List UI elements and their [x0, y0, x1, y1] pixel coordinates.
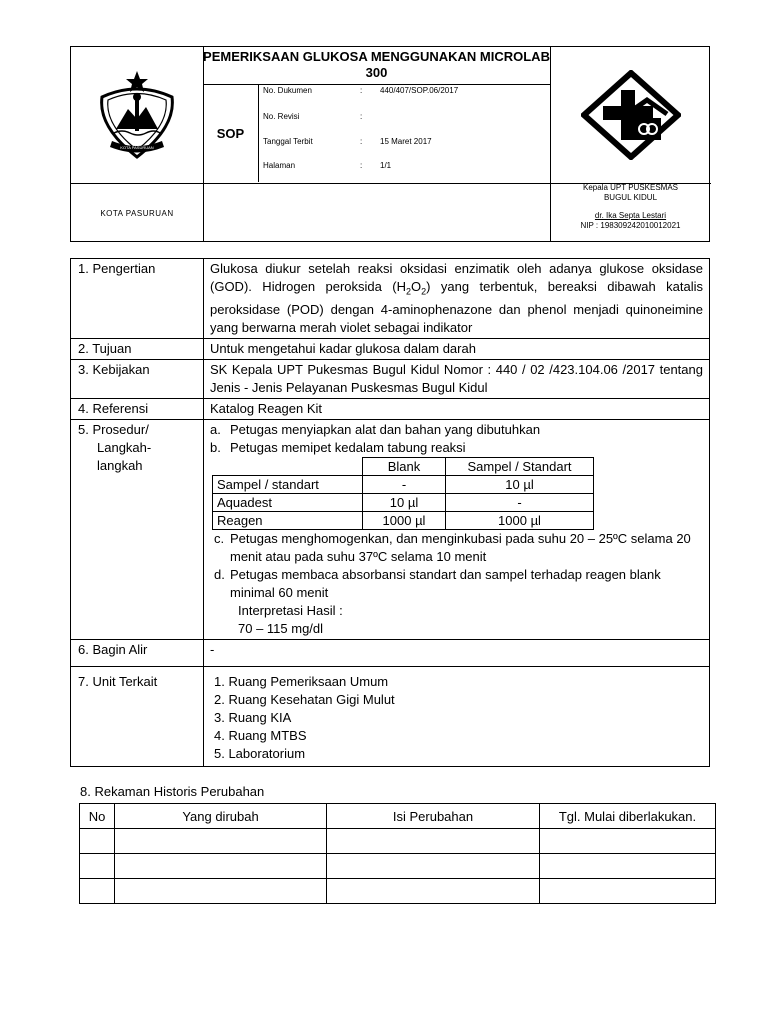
history-header-content: Isi Perubahan	[327, 804, 540, 829]
list-item: 1. Ruang Pemeriksaan Umum	[214, 673, 389, 689]
signatory-block	[550, 183, 711, 243]
row-prosedur	[71, 419, 710, 639]
step-b: b. Petugas memipet kedalam tabung reaksi	[210, 439, 466, 455]
sop-label: SOP	[216, 126, 245, 141]
text-referensi: Katalog Reagen Kit	[204, 398, 710, 419]
text-tujuan: Untuk mengetahui kadar glukosa dalam darah	[204, 338, 710, 359]
signatory-name: dr. Ika Septa Lestari	[594, 211, 667, 220]
text-prosedur	[204, 419, 710, 639]
row-referensi	[71, 398, 710, 419]
list-item: 3. Ruang KIA	[214, 709, 292, 725]
list-unit-terkait	[204, 666, 710, 766]
pipetting-row: Sampel / standart - 10 µl	[213, 475, 594, 493]
label-kebijakan: 3. Kebijakan	[71, 359, 204, 398]
step-d: d. Petugas membaca absorbansi standart dan sampel terhadap reagen blank minimal 60 menit	[214, 566, 661, 600]
row-kebijakan	[71, 359, 710, 398]
list-item: 4. Ruang MTBS	[214, 727, 307, 743]
list-item: 2. Ruang Kesehatan Gigi Mulut	[214, 691, 395, 707]
row-unit-terkait	[71, 666, 710, 766]
step-a: a. Petugas menyiapkan alat dan bahan yang dibutuhkan	[210, 421, 541, 437]
table-row	[80, 854, 716, 879]
history-header-date: Tgl. Mulai diberlakukan.	[540, 804, 716, 829]
pipetting-row: Aquadest 10 µl -	[213, 493, 594, 511]
row-pengertian	[71, 259, 710, 339]
table-row	[80, 829, 716, 854]
row-tujuan	[71, 338, 710, 359]
seal-ribbon-text: KOTA PASURUAN	[120, 145, 154, 150]
row-bagan-alir	[71, 639, 710, 666]
label-bagan-alir: 6. Bagin Alir	[71, 639, 204, 666]
signatory-nip: NIP : 198309242010012021	[580, 221, 681, 230]
document-header: KOTA PASURUAN PEMERIKSAAN GLUKOSA MENGGUNAKAN MICROLAB 300 SOP No. Dukumen : 440/407/SOP.06/2017 No. Revisi : Tanggal Terbit : 15 Maret 2017 Halaman : 1/1 KOTA PASURUAN Kepala UPT PUSKESMAS BUGUL KIDUL dr. Ika Septa Lestari NIP : 198309242010012021	[70, 46, 710, 242]
table-row	[80, 879, 716, 904]
label-pengertian: 1. Pengertian	[71, 259, 204, 339]
pipetting-row: Reagen 1000 µl 1000 µl	[213, 511, 594, 529]
interpretation-label: Interpretasi Hasil :	[238, 602, 343, 618]
interpretation-value: 70 – 115 mg/dl	[238, 620, 324, 636]
signatory-title-2: BUGUL KIDUL	[603, 193, 658, 202]
signatory-title-1: Kepala UPT PUSKESMAS	[582, 183, 678, 192]
list-item: 5. Laboratorium	[214, 745, 306, 761]
label-prosedur: 5. Prosedur/ Langkah- langkah	[71, 419, 204, 639]
history-header-row	[80, 804, 716, 829]
step-c: c. Petugas menghomogenkan, dan menginkubasi pada suhu 20 – 25ºC selama 20 menit atau pada suhu 37ºC selama 10 menit	[214, 530, 691, 564]
document-title: PEMERIKSAAN GLUKOSA MENGGUNAKAN MICROLAB 300	[203, 49, 550, 80]
label-tujuan: 2. Tujuan	[71, 338, 204, 359]
pipetting-table	[212, 457, 594, 530]
history-table	[79, 803, 716, 904]
puskesmas-logo	[550, 47, 711, 183]
city-seal-logo	[71, 47, 203, 183]
pipetting-header-sample: Sampel / Standart	[446, 457, 594, 475]
text-pengertian: Glukosa diukur setelah reaksi oksidasi enzimatik oleh adanya glukose oksidase (GOD). Hidrogen peroksida $(H_2O_2)$ yang terbentuk, bereaksi dibawah katalis peroksidase (POD) dengan 4-aminophenazone dan phenol menjadi quinoneimine yang berwarna merah violet sebagai indikator	[204, 259, 710, 339]
label-referensi: 4. Referensi	[71, 398, 204, 419]
history-title: 8. Rekaman Historis Perubahan	[80, 784, 265, 799]
history-header-no: No	[80, 804, 115, 829]
history-header-changed: Yang dirubah	[115, 804, 327, 829]
city-label: KOTA PASURUAN	[100, 208, 174, 218]
text-kebijakan: SK Kepala UPT Pukesmas Bugul Kidul Nomor : 440 / 02 /423.104.06 /2017 tentang Jenis - Jenis Pelayanan Puskesmas Bugul Kidul	[204, 359, 710, 398]
label-unit-terkait: 7. Unit Terkait	[71, 666, 204, 766]
text-bagan-alir: -	[204, 639, 710, 666]
sop-content-table	[70, 258, 710, 767]
pipetting-header-blank: Blank	[363, 457, 446, 475]
